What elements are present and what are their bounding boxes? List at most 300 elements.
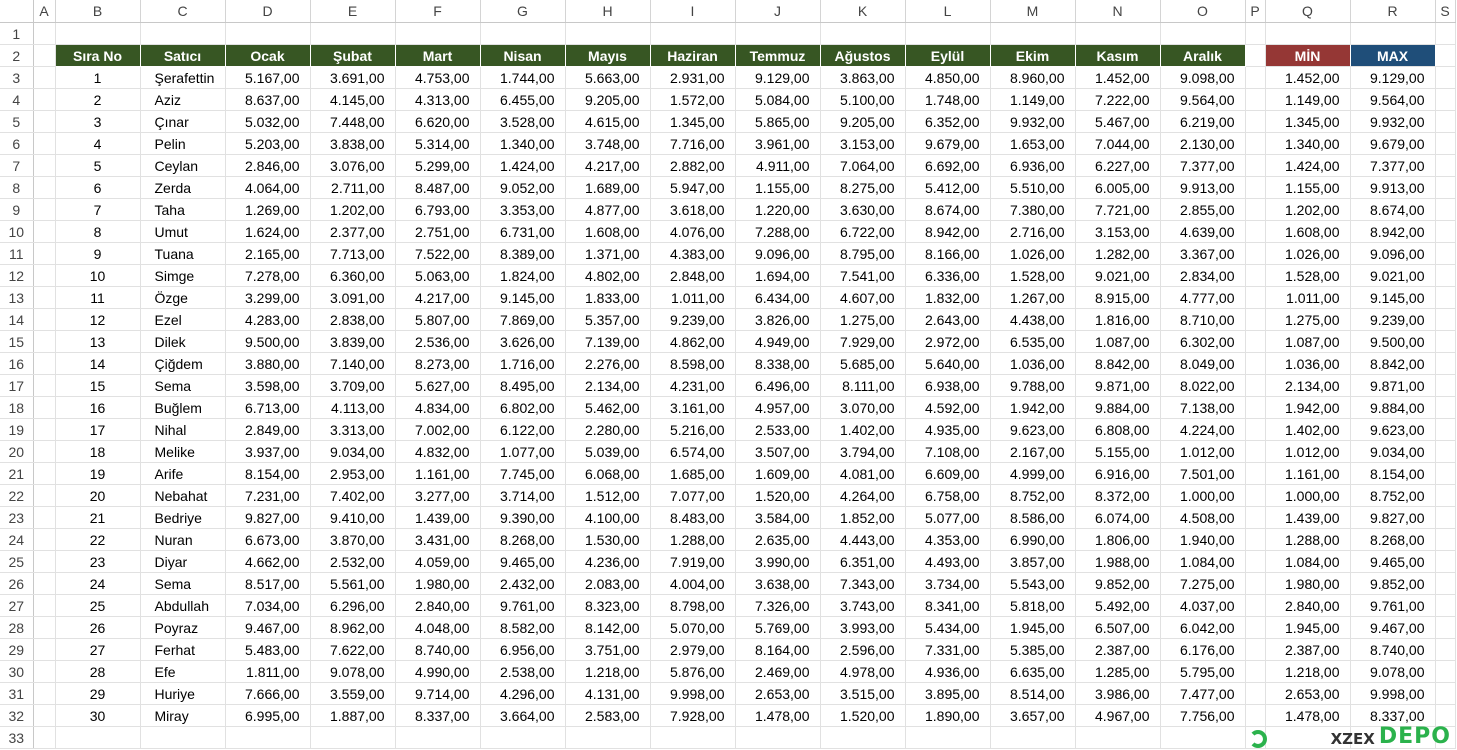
cell-sales[interactable]: 3.857,00 [990,551,1075,573]
cell-sira-no[interactable]: 6 [55,177,140,199]
cell-min[interactable]: 1.087,00 [1265,331,1350,353]
cell-min[interactable]: 1.980,00 [1265,573,1350,595]
cell[interactable] [1435,375,1455,397]
cell[interactable] [1245,89,1265,111]
cell-sales[interactable]: 1.609,00 [735,463,820,485]
cell-sales[interactable]: 3.367,00 [1160,243,1245,265]
cell-sales[interactable]: 8.273,00 [395,353,480,375]
cell-sales[interactable]: 7.522,00 [395,243,480,265]
cell[interactable] [1435,617,1455,639]
cell[interactable] [1245,441,1265,463]
cell-sales[interactable]: 4.443,00 [820,529,905,551]
cell-min[interactable]: 1.942,00 [1265,397,1350,419]
row-header[interactable]: 11 [0,243,33,265]
cell-sales[interactable]: 4.064,00 [225,177,310,199]
cell-sales[interactable]: 7.716,00 [650,133,735,155]
cell-sales[interactable]: 8.142,00 [565,617,650,639]
cell[interactable] [990,23,1075,45]
cell-satici[interactable]: Buğlem [140,397,225,419]
cell-sales[interactable]: 1.218,00 [565,661,650,683]
cell-sales[interactable]: 9.564,00 [1160,89,1245,111]
cell-sales[interactable]: 3.748,00 [565,133,650,155]
cell-sales[interactable]: 1.011,00 [650,287,735,309]
header-satici[interactable]: Satıcı [140,45,225,67]
cell-sales[interactable]: 2.532,00 [310,551,395,573]
cell-min[interactable]: 1.402,00 [1265,419,1350,441]
cell-min[interactable]: 1.149,00 [1265,89,1350,111]
cell-sales[interactable]: 9.788,00 [990,375,1075,397]
cell[interactable] [1245,111,1265,133]
cell-sales[interactable]: 4.131,00 [565,683,650,705]
cell-sira-no[interactable]: 4 [55,133,140,155]
cell-sales[interactable]: 8.842,00 [1075,353,1160,375]
cell-sales[interactable]: 3.076,00 [310,155,395,177]
cell-sira-no[interactable]: 13 [55,331,140,353]
cell-sales[interactable]: 6.227,00 [1075,155,1160,177]
cell-satici[interactable]: Poyraz [140,617,225,639]
cell-sales[interactable]: 8.517,00 [225,573,310,595]
row-header[interactable]: 22 [0,485,33,507]
cell-min[interactable]: 1.608,00 [1265,221,1350,243]
cell[interactable] [33,661,55,683]
cell-sales[interactable]: 7.077,00 [650,485,735,507]
cell-sales[interactable]: 2.583,00 [565,705,650,727]
cell-max[interactable]: 9.145,00 [1350,287,1435,309]
column-header-D[interactable]: D [225,0,310,23]
cell-min[interactable]: 1.012,00 [1265,441,1350,463]
cell-min[interactable]: 1.424,00 [1265,155,1350,177]
cell-max[interactable]: 9.871,00 [1350,375,1435,397]
cell-sales[interactable]: 1.945,00 [990,617,1075,639]
cell[interactable] [1435,111,1455,133]
header-min[interactable]: MİN [1265,45,1350,67]
cell-sales[interactable]: 1.149,00 [990,89,1075,111]
cell-sales[interactable]: 2.838,00 [310,309,395,331]
cell-satici[interactable]: Efe [140,661,225,683]
cell-sales[interactable]: 3.431,00 [395,529,480,551]
cell[interactable] [395,23,480,45]
header-month[interactable]: Şubat [310,45,395,67]
cell-sales[interactable]: 1.608,00 [565,221,650,243]
cell-sales[interactable]: 6.507,00 [1075,617,1160,639]
cell-sales[interactable]: 2.953,00 [310,463,395,485]
cell[interactable] [735,23,820,45]
cell-sales[interactable]: 5.510,00 [990,177,1075,199]
cell-sales[interactable]: 7.138,00 [1160,397,1245,419]
cell[interactable] [1245,243,1265,265]
cell-sales[interactable]: 6.731,00 [480,221,565,243]
cell-satici[interactable]: Ferhat [140,639,225,661]
row-header[interactable]: 32 [0,705,33,727]
cell-sales[interactable]: 4.753,00 [395,67,480,89]
cell-sira-no[interactable]: 12 [55,309,140,331]
cell-sales[interactable]: 3.794,00 [820,441,905,463]
cell-sales[interactable]: 1.988,00 [1075,551,1160,573]
cell-sales[interactable]: 5.467,00 [1075,111,1160,133]
cell-sales[interactable]: 4.059,00 [395,551,480,573]
cell-min[interactable]: 1.452,00 [1265,67,1350,89]
cell-sales[interactable]: 9.623,00 [990,419,1075,441]
cell-min[interactable]: 1.218,00 [1265,661,1350,683]
cell-sales[interactable]: 1.424,00 [480,155,565,177]
cell[interactable] [1245,419,1265,441]
cell-sales[interactable]: 3.880,00 [225,353,310,375]
cell-max[interactable]: 9.239,00 [1350,309,1435,331]
cell-satici[interactable]: Umut [140,221,225,243]
cell-sales[interactable]: 1.036,00 [990,353,1075,375]
cell[interactable] [1245,529,1265,551]
cell-sales[interactable]: 7.666,00 [225,683,310,705]
cell-sales[interactable]: 5.299,00 [395,155,480,177]
cell-sales[interactable]: 3.937,00 [225,441,310,463]
cell-sales[interactable]: 5.876,00 [650,661,735,683]
cell-min[interactable]: 1.340,00 [1265,133,1350,155]
column-header-R[interactable]: R [1350,0,1435,23]
cell-sales[interactable]: 5.543,00 [990,573,1075,595]
cell[interactable] [1245,551,1265,573]
cell[interactable] [1435,397,1455,419]
cell[interactable] [1435,309,1455,331]
cell-sales[interactable]: 8.154,00 [225,463,310,485]
cell-sira-no[interactable]: 2 [55,89,140,111]
cell-sales[interactable]: 7.380,00 [990,199,1075,221]
cell-sales[interactable]: 1.267,00 [990,287,1075,309]
cell-sales[interactable]: 7.275,00 [1160,573,1245,595]
cell-sales[interactable]: 4.607,00 [820,287,905,309]
cell-sales[interactable]: 5.492,00 [1075,595,1160,617]
cell-sales[interactable]: 3.826,00 [735,309,820,331]
cell-max[interactable]: 8.337,00 [1350,705,1435,727]
cell[interactable] [33,89,55,111]
cell-sales[interactable]: 7.541,00 [820,265,905,287]
cell-sales[interactable]: 6.005,00 [1075,177,1160,199]
cell[interactable] [480,727,565,749]
cell-sales[interactable]: 4.615,00 [565,111,650,133]
cell[interactable] [310,727,395,749]
cell-sales[interactable]: 8.389,00 [480,243,565,265]
header-max[interactable]: MAX [1350,45,1435,67]
header-month[interactable]: Kasım [1075,45,1160,67]
cell[interactable] [820,23,905,45]
cell-sales[interactable]: 2.596,00 [820,639,905,661]
cell-satici[interactable]: Zerda [140,177,225,199]
cell-sales[interactable]: 2.377,00 [310,221,395,243]
cell-sales[interactable]: 1.694,00 [735,265,820,287]
cell-sira-no[interactable]: 5 [55,155,140,177]
cell[interactable] [820,727,905,749]
cell-sales[interactable]: 3.751,00 [565,639,650,661]
cell-sales[interactable]: 4.999,00 [990,463,1075,485]
cell-sales[interactable]: 3.618,00 [650,199,735,221]
cell-sales[interactable]: 4.990,00 [395,661,480,683]
cell-sales[interactable]: 8.487,00 [395,177,480,199]
cell[interactable] [55,727,140,749]
cell-sales[interactable]: 9.021,00 [1075,265,1160,287]
cell-min[interactable]: 1.288,00 [1265,529,1350,551]
column-header-N[interactable]: N [1075,0,1160,23]
cell-sales[interactable]: 1.402,00 [820,419,905,441]
header-month[interactable]: Temmuz [735,45,820,67]
row-header[interactable]: 23 [0,507,33,529]
cell[interactable] [1435,441,1455,463]
cell[interactable] [1245,485,1265,507]
row-header[interactable]: 10 [0,221,33,243]
cell-satici[interactable]: Miray [140,705,225,727]
cell-max[interactable]: 9.096,00 [1350,243,1435,265]
cell[interactable] [1435,529,1455,551]
cell-sales[interactable]: 8.960,00 [990,67,1075,89]
cell-sales[interactable]: 5.032,00 [225,111,310,133]
cell[interactable] [33,155,55,177]
cell-sales[interactable]: 6.713,00 [225,397,310,419]
cell-sales[interactable]: 3.993,00 [820,617,905,639]
cell-max[interactable]: 9.852,00 [1350,573,1435,595]
cell-sales[interactable]: 4.231,00 [650,375,735,397]
cell[interactable] [1245,287,1265,309]
cell-sales[interactable]: 1.202,00 [310,199,395,221]
cell-sales[interactable]: 6.995,00 [225,705,310,727]
cell-sales[interactable]: 6.916,00 [1075,463,1160,485]
cell-sales[interactable]: 8.637,00 [225,89,310,111]
header-month[interactable]: Ekim [990,45,1075,67]
cell-min[interactable]: 1.036,00 [1265,353,1350,375]
cell-satici[interactable]: Melike [140,441,225,463]
cell-sira-no[interactable]: 15 [55,375,140,397]
cell-sales[interactable]: 8.372,00 [1075,485,1160,507]
cell-satici[interactable]: Özge [140,287,225,309]
cell-sales[interactable]: 8.268,00 [480,529,565,551]
cell-sales[interactable]: 2.751,00 [395,221,480,243]
cell-sales[interactable]: 7.139,00 [565,331,650,353]
cell[interactable] [33,23,55,45]
row-header[interactable]: 28 [0,617,33,639]
cell-sales[interactable]: 1.452,00 [1075,67,1160,89]
cell-sales[interactable]: 8.111,00 [820,375,905,397]
cell-min[interactable]: 2.653,00 [1265,683,1350,705]
cell-sales[interactable]: 1.653,00 [990,133,1075,155]
cell-sales[interactable]: 7.044,00 [1075,133,1160,155]
cell-sales[interactable]: 6.635,00 [990,661,1075,683]
cell-sira-no[interactable]: 28 [55,661,140,683]
cell-sira-no[interactable]: 24 [55,573,140,595]
cell[interactable] [33,683,55,705]
cell[interactable] [33,243,55,265]
cell-sales[interactable]: 7.278,00 [225,265,310,287]
cell-sales[interactable]: 6.990,00 [990,529,1075,551]
cell-sales[interactable]: 1.087,00 [1075,331,1160,353]
cell[interactable] [650,727,735,749]
cell-sales[interactable]: 2.432,00 [480,573,565,595]
cell-max[interactable]: 9.884,00 [1350,397,1435,419]
cell-sales[interactable]: 6.574,00 [650,441,735,463]
cell-sales[interactable]: 2.882,00 [650,155,735,177]
row-header[interactable]: 8 [0,177,33,199]
cell-sales[interactable]: 9.034,00 [310,441,395,463]
cell-sales[interactable]: 1.833,00 [565,287,650,309]
cell-sales[interactable]: 3.353,00 [480,199,565,221]
cell-sales[interactable]: 1.439,00 [395,507,480,529]
cell[interactable] [225,23,310,45]
cell-sales[interactable]: 7.756,00 [1160,705,1245,727]
cell-sales[interactable]: 2.840,00 [395,595,480,617]
cell[interactable] [1435,639,1455,661]
cell-sales[interactable]: 3.153,00 [820,133,905,155]
cell[interactable] [990,727,1075,749]
cell-sales[interactable]: 6.808,00 [1075,419,1160,441]
cell-sales[interactable]: 9.145,00 [480,287,565,309]
cell-sales[interactable]: 4.037,00 [1160,595,1245,617]
cell-sales[interactable]: 4.662,00 [225,551,310,573]
row-header[interactable]: 5 [0,111,33,133]
cell-sales[interactable]: 4.217,00 [565,155,650,177]
cell-sales[interactable]: 7.448,00 [310,111,395,133]
cell-sales[interactable]: 9.052,00 [480,177,565,199]
cell-sales[interactable]: 1.000,00 [1160,485,1245,507]
cell-sales[interactable]: 9.761,00 [480,595,565,617]
cell-sales[interactable]: 8.495,00 [480,375,565,397]
select-all-corner[interactable] [0,0,33,23]
cell-sales[interactable]: 5.483,00 [225,639,310,661]
cell-sira-no[interactable]: 16 [55,397,140,419]
header-month[interactable]: Ocak [225,45,310,67]
cell[interactable] [1435,23,1455,45]
cell-sales[interactable]: 4.264,00 [820,485,905,507]
cell-sales[interactable]: 7.034,00 [225,595,310,617]
cell-sales[interactable]: 2.130,00 [1160,133,1245,155]
row-header[interactable]: 2 [0,45,33,67]
cell-sira-no[interactable]: 22 [55,529,140,551]
cell-sales[interactable]: 6.434,00 [735,287,820,309]
cell-min[interactable]: 1.345,00 [1265,111,1350,133]
cell-min[interactable]: 1.161,00 [1265,463,1350,485]
cell-sales[interactable]: 4.296,00 [480,683,565,705]
cell-sales[interactable]: 8.166,00 [905,243,990,265]
cell-sales[interactable]: 5.818,00 [990,595,1075,617]
cell-sales[interactable]: 5.434,00 [905,617,990,639]
cell-sales[interactable]: 2.846,00 [225,155,310,177]
cell-sales[interactable]: 4.438,00 [990,309,1075,331]
cell-sales[interactable]: 7.622,00 [310,639,395,661]
cell-sales[interactable]: 1.220,00 [735,199,820,221]
cell[interactable] [1245,375,1265,397]
cell-sales[interactable]: 6.956,00 [480,639,565,661]
cell-sales[interactable]: 3.709,00 [310,375,395,397]
cell[interactable] [33,331,55,353]
cell-sira-no[interactable]: 23 [55,551,140,573]
cell-sales[interactable]: 2.643,00 [905,309,990,331]
cell-sales[interactable]: 6.360,00 [310,265,395,287]
cell-sales[interactable]: 1.572,00 [650,89,735,111]
cell[interactable] [33,727,55,749]
cell-sales[interactable]: 1.340,00 [480,133,565,155]
cell-sales[interactable]: 4.639,00 [1160,221,1245,243]
cell[interactable] [1245,155,1265,177]
cell-sales[interactable]: 4.936,00 [905,661,990,683]
cell[interactable] [1435,221,1455,243]
cell-sales[interactable]: 6.722,00 [820,221,905,243]
cell-sales[interactable]: 4.004,00 [650,573,735,595]
cell[interactable] [33,375,55,397]
cell-sales[interactable]: 8.582,00 [480,617,565,639]
cell-sales[interactable]: 3.507,00 [735,441,820,463]
cell-max[interactable]: 9.564,00 [1350,89,1435,111]
cell-sales[interactable]: 3.626,00 [480,331,565,353]
cell-max[interactable]: 7.377,00 [1350,155,1435,177]
row-header[interactable]: 27 [0,595,33,617]
cell-sales[interactable]: 3.664,00 [480,705,565,727]
cell-sales[interactable]: 8.752,00 [990,485,1075,507]
cell-max[interactable]: 9.623,00 [1350,419,1435,441]
cell-sales[interactable]: 6.122,00 [480,419,565,441]
cell-sales[interactable]: 9.410,00 [310,507,395,529]
cell[interactable] [33,595,55,617]
cell-sales[interactable]: 7.288,00 [735,221,820,243]
cell-sales[interactable]: 4.957,00 [735,397,820,419]
cell-sales[interactable]: 8.514,00 [990,683,1075,705]
cell-sales[interactable]: 5.070,00 [650,617,735,639]
cell[interactable] [1160,727,1245,749]
cell-sales[interactable]: 5.314,00 [395,133,480,155]
cell[interactable] [33,419,55,441]
cell[interactable] [1245,133,1265,155]
cell-max[interactable]: 9.913,00 [1350,177,1435,199]
cell[interactable] [1160,23,1245,45]
cell[interactable] [33,397,55,419]
row-header[interactable]: 25 [0,551,33,573]
cell-min[interactable]: 1.000,00 [1265,485,1350,507]
cell-sales[interactable]: 6.793,00 [395,199,480,221]
cell-sales[interactable]: 1.811,00 [225,661,310,683]
cell-sales[interactable]: 2.635,00 [735,529,820,551]
cell-sales[interactable]: 7.402,00 [310,485,395,507]
cell-sira-no[interactable]: 1 [55,67,140,89]
row-header[interactable]: 4 [0,89,33,111]
cell-sales[interactable]: 3.870,00 [310,529,395,551]
row-header[interactable]: 3 [0,67,33,89]
cell[interactable] [1435,419,1455,441]
cell[interactable] [1245,595,1265,617]
cell-satici[interactable]: Ezel [140,309,225,331]
cell-min[interactable]: 1.478,00 [1265,705,1350,727]
cell-sales[interactable]: 1.288,00 [650,529,735,551]
cell-satici[interactable]: Şerafettin [140,67,225,89]
cell-sales[interactable]: 3.630,00 [820,199,905,221]
cell-sales[interactable]: 1.371,00 [565,243,650,265]
column-header-S[interactable]: S [1435,0,1455,23]
cell-sales[interactable]: 4.313,00 [395,89,480,111]
cell-sales[interactable]: 2.538,00 [480,661,565,683]
cell-sales[interactable]: 1.026,00 [990,243,1075,265]
cell-max[interactable]: 9.129,00 [1350,67,1435,89]
cell-sales[interactable]: 5.077,00 [905,507,990,529]
cell-sales[interactable]: 1.345,00 [650,111,735,133]
cell-sales[interactable]: 1.816,00 [1075,309,1160,331]
cell-sales[interactable]: 8.798,00 [650,595,735,617]
cell-satici[interactable]: Pelin [140,133,225,155]
cell-sales[interactable]: 3.598,00 [225,375,310,397]
row-header[interactable]: 33 [0,727,33,749]
cell-satici[interactable]: Bedriye [140,507,225,529]
cell-sales[interactable]: 6.535,00 [990,331,1075,353]
cell[interactable] [33,705,55,727]
cell-sales[interactable]: 8.341,00 [905,595,990,617]
cell-sales[interactable]: 7.231,00 [225,485,310,507]
cell-sales[interactable]: 5.807,00 [395,309,480,331]
column-header-K[interactable]: K [820,0,905,23]
column-header-P[interactable]: P [1245,0,1265,23]
cell-satici[interactable]: Taha [140,199,225,221]
cell-sales[interactable]: 9.205,00 [565,89,650,111]
